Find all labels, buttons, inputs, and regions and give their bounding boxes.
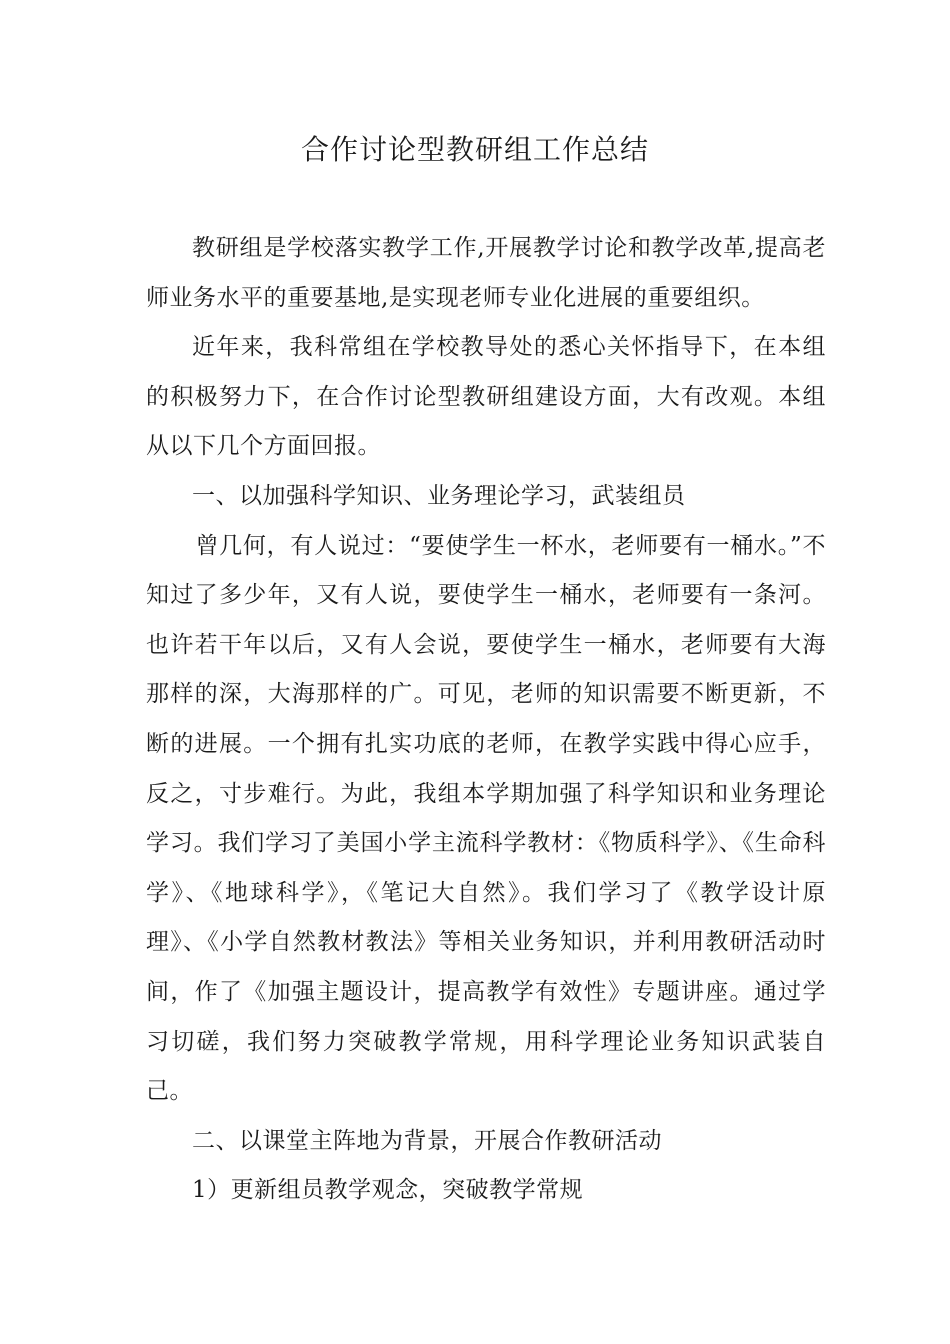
section-heading-2: 二、以课堂主阵地为背景，开展合作教研活动 (192, 1127, 662, 1154)
document-title: 合作讨论型教研组工作总结 (300, 133, 649, 166)
subsection-heading-1: 1）更新组员教学观念，突破教学常规 (192, 1177, 584, 1204)
paragraph-intro: 教研组是学校落实教学工作,开展教学讨论和教学改革,提高老师业务水平的重要基地,是实现老师专业化进展的重要组织。 (146, 235, 826, 311)
section-heading-1: 一、以加强科学知识、业务理论学习，武装组员 (192, 482, 686, 509)
paragraph-recent-years: 近年来，我科常组在学校教导处的悉心关怀指导下，在本组的积极努力下，在合作讨论型教研组建设方面，大有改观。本组从以下几个方面回报。 (146, 334, 826, 460)
document-body (146, 224, 826, 1216)
paragraph-knowledge: 曾几何，有人说过：“要使学生一杯水，老师要有一桶水。”不知过了多少年，又有人说，要使学生一桶水，老师要有一条河。也许若干年以后，又有人会说，要使学生一桶水，老师要有大海那样的深，大海那样的广。可见，老师的知识需要不断更新，不断的进展。一个拥有扎实功底的老师，在教学实践中得心应手，反之，寸步难行。为此，我组本学期加强了科学知识和业务理论学习。我们学习了美国小学主流科学教材：《物质科学》、《生命科学》、《地球科学》，《笔记大自然》。我们学习了《教学设计原理》、《小学自然教材教法》等相关业务知识，并利用教研活动时间，作了《加强主题设计，提高教学有效性》专题讲座。通过学习切磋，我们努力突破教学常规，用科学理论业务知识武装自己。 (146, 532, 826, 1105)
